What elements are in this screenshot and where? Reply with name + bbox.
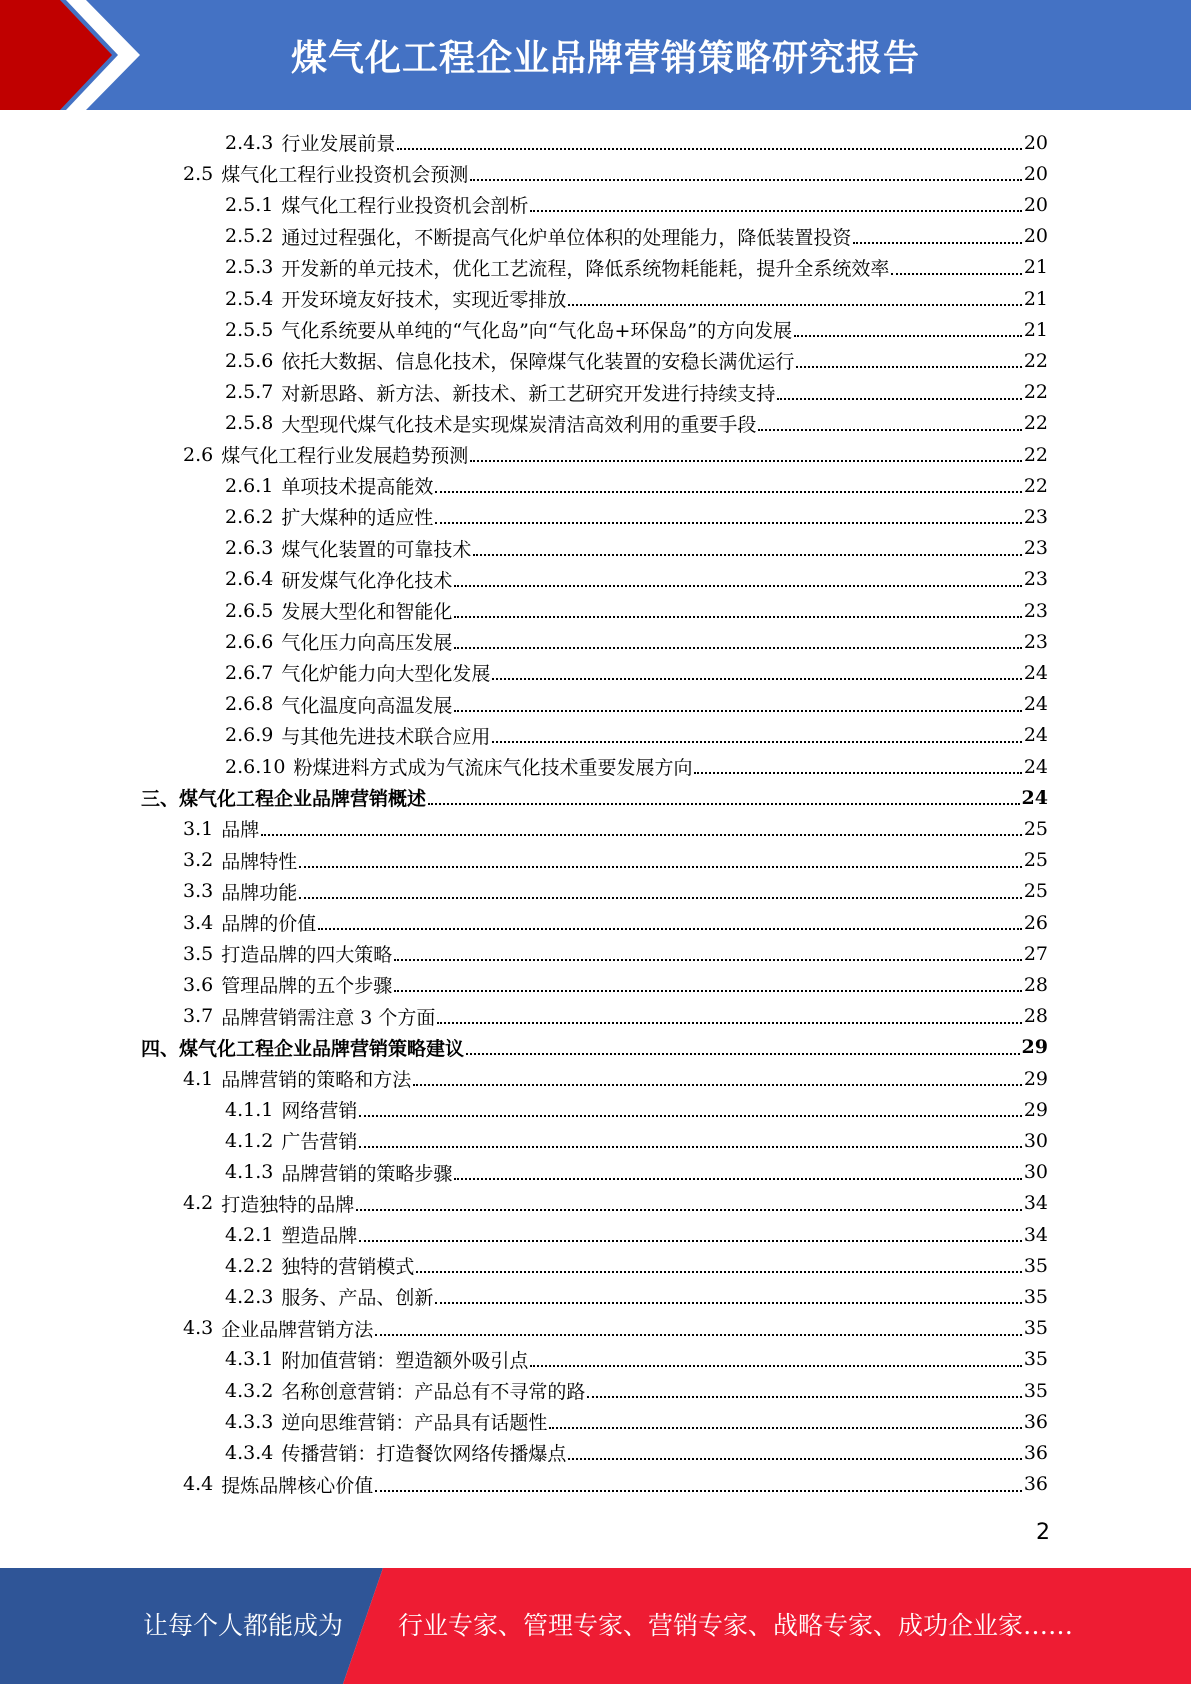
toc-entry-page: 22 (1023, 412, 1048, 435)
toc-entry-page: 23 (1023, 505, 1048, 528)
toc-entry-number: 2.6 (183, 443, 214, 466)
toc-entry-page: 36 (1023, 1441, 1048, 1464)
toc-entry[interactable] (183, 907, 1048, 938)
toc-dot-leader (359, 1146, 1021, 1148)
toc-entry-title: 独特的营销模式 (281, 1256, 415, 1279)
toc-entry-title: 名称创意营销：产品总有不寻常的路 (281, 1381, 586, 1403)
toc-entry-number: 2.6.10 (225, 755, 286, 778)
toc-entry-page: 25 (1023, 849, 1048, 872)
toc-entry-title: 服务、产品、创新 (281, 1287, 434, 1310)
toc-entry-title: 气化系统要从单纯的“气化岛”向“气化岛+环保岛”的方向发展 (281, 320, 793, 343)
toc-entry[interactable] (225, 1375, 1048, 1406)
toc-entry-page: 22 (1023, 381, 1048, 404)
toc-dot-leader (359, 1240, 1021, 1242)
red-chevron-decoration (0, 0, 160, 110)
toc-entry-page: 20 (1023, 225, 1048, 248)
toc-entry-page: 22 (1023, 349, 1048, 372)
toc-dot-leader (530, 1365, 1021, 1367)
toc-entry-title: 气化炉能力向大型化发展 (281, 663, 491, 686)
toc-dot-leader (375, 1334, 1022, 1336)
toc-entry-number: 4.2.2 (225, 1254, 274, 1277)
toc-dot-leader (394, 959, 1022, 961)
header-banner (0, 0, 1191, 110)
toc-entry[interactable] (183, 158, 1048, 189)
toc-entry-page: 24 (1021, 786, 1048, 809)
toc-entry-title: 附加值营销：塑造额外吸引点 (281, 1349, 529, 1372)
toc-entry-title: 品牌功能 (221, 881, 298, 904)
toc-entry-title: 煤气化工程行业发展趋势预测 (221, 445, 469, 467)
toc-entry[interactable] (183, 1469, 1048, 1500)
toc-entry-title: 粉煤进料方式成为气流床气化技术重要发展方向 (293, 757, 693, 779)
toc-dot-leader (777, 398, 1021, 400)
toc-dot-leader (492, 741, 1021, 743)
toc-entry-number: 2.6.1 (225, 474, 274, 497)
toc-entry-number: 4.2 (183, 1192, 214, 1215)
toc-entry-number: 4.1 (183, 1067, 214, 1090)
toc-entry[interactable] (225, 751, 1048, 782)
toc-entry-page: 27 (1023, 942, 1048, 965)
toc-entry[interactable] (225, 1094, 1048, 1125)
toc-entry-page: 29 (1023, 1098, 1048, 1121)
toc-entry-title: 企业品牌营销方法 (221, 1318, 374, 1341)
toc-entry[interactable] (225, 470, 1048, 501)
toc-entry-title: 煤气化工程行业投资机会预测 (221, 164, 469, 187)
toc-entry-title: 品牌营销需注意 3 个方面 (221, 1006, 436, 1029)
toc-dot-leader (470, 179, 1022, 181)
toc-entry[interactable] (225, 720, 1048, 751)
toc-dot-leader (356, 1209, 1022, 1211)
toc-entry-page: 28 (1023, 973, 1048, 996)
toc-dot-leader (794, 335, 1022, 337)
toc-dot-leader (454, 710, 1021, 712)
toc-entry-title: 开发新的单元技术，优化工艺流程，降低系统物耗能耗，提升全系统效率 (281, 257, 890, 280)
toc-entry-page: 21 (1023, 318, 1048, 341)
toc-dot-leader (549, 1427, 1021, 1429)
toc-dot-leader (473, 554, 1021, 556)
toc-dot-leader (375, 1490, 1022, 1492)
toc-entry-number: 3.4 (183, 911, 214, 934)
toc-entry-title: 气化温度向高温发展 (281, 694, 453, 717)
toc-entry-number: 2.6.2 (225, 505, 274, 528)
toc-entry-page: 23 (1023, 568, 1048, 591)
toc-entry-page: 24 (1023, 693, 1048, 716)
toc-entry-number: 4.1.3 (225, 1161, 274, 1184)
toc-entry-page: 35 (1023, 1348, 1048, 1371)
toc-dot-leader (454, 647, 1021, 649)
toc-entry-title: 品牌营销的策略步骤 (281, 1162, 453, 1185)
toc-entry-number: 2.6.6 (225, 630, 274, 653)
toc-entry-number: 2.5 (183, 162, 214, 185)
toc-entry[interactable] (225, 564, 1048, 595)
toc-entry-page: 20 (1023, 162, 1048, 185)
report-title: 煤气化工程企业品牌营销策略研究报告 (290, 37, 920, 79)
toc-dot-leader (261, 834, 1022, 836)
toc-dot-leader (568, 1458, 1021, 1460)
toc-entry-title: 对新思路、新方法、新技术、新工艺研究开发进行持续支持 (281, 382, 776, 405)
toc-entry-number: 2.4.3 (225, 131, 274, 154)
toc-entry-page: 29 (1021, 1036, 1048, 1059)
toc-entry[interactable] (225, 595, 1048, 626)
toc-entry-number: 4.3 (183, 1317, 214, 1340)
toc-entry-title: 单项技术提高能效 (281, 476, 434, 499)
toc-entry[interactable] (225, 1157, 1048, 1188)
toc-dot-leader (435, 1302, 1021, 1304)
toc-entry-title: 大型现代煤气化技术是实现煤炭清洁高效利用的重要手段 (281, 413, 757, 436)
toc-entry[interactable] (225, 189, 1048, 220)
toc-entry[interactable] (183, 845, 1048, 876)
toc-entry-title: 行业发展前景 (281, 133, 396, 155)
toc-entry[interactable] (183, 969, 1048, 1000)
toc-entry-title: 煤气化装置的可靠技术 (281, 538, 472, 561)
toc-entry-page: 30 (1023, 1161, 1048, 1184)
toc-entry-title: 塑造品牌 (281, 1225, 358, 1247)
toc-entry[interactable] (225, 283, 1048, 314)
toc-entry-page: 22 (1023, 443, 1048, 466)
toc-dot-leader (530, 210, 1021, 212)
toc-dot-leader (397, 148, 1021, 150)
toc-entry[interactable] (225, 1125, 1048, 1156)
toc-entry-title: 打造独特的品牌 (221, 1193, 355, 1216)
toc-entry-title: 品牌特性 (221, 850, 298, 873)
toc-entry-number: 4.3.1 (225, 1348, 274, 1371)
toc-entry-title: 依托大数据、信息化技术，保障煤气化装置的安稳长满优运行 (281, 351, 795, 374)
toc-entry-title: 管理品牌的五个步骤 (221, 975, 393, 998)
toc-entry-number: 3.1 (183, 817, 214, 840)
toc-entry-page: 23 (1023, 537, 1048, 560)
toc-entry-number: 2.6.3 (225, 537, 274, 560)
toc-entry-title: 品牌 (221, 819, 260, 842)
toc-dot-leader (428, 803, 1020, 805)
toc-entry-title: 煤气化工程企业品牌营销策略建议 (179, 1037, 465, 1060)
toc-entry-page: 36 (1023, 1473, 1048, 1496)
toc-dot-leader (587, 1396, 1021, 1398)
toc-entry[interactable] (183, 1001, 1048, 1032)
toc-entry-number: 3.5 (183, 942, 214, 965)
toc-entry-number: 4.3.3 (225, 1410, 274, 1433)
toc-entry-page: 22 (1023, 474, 1048, 497)
toc-dot-leader (758, 429, 1021, 431)
toc-entry[interactable] (183, 1188, 1048, 1219)
toc-entry-title: 扩大煤种的适应性 (281, 507, 434, 530)
toc-entry[interactable] (183, 1063, 1048, 1094)
toc-entry-page: 21 (1023, 287, 1048, 310)
toc-dot-leader (435, 522, 1021, 524)
toc-dot-leader (454, 1178, 1021, 1180)
toc-entry-number: 3.2 (183, 849, 214, 872)
toc-entry-page: 35 (1023, 1285, 1048, 1308)
toc-entry-page: 24 (1023, 755, 1048, 778)
toc-entry-number: 2.5.5 (225, 318, 274, 341)
toc-entry[interactable] (183, 876, 1048, 907)
toc-entry-title: 打造品牌的四大策略 (221, 944, 393, 967)
toc-entry-page: 21 (1023, 256, 1048, 279)
footer-slogan-right: 行业专家、管理专家、营销专家、战略专家、成功企业家…… (398, 1611, 1074, 1640)
toc-entry-number: 4.2.1 (225, 1223, 274, 1246)
toc-entry[interactable] (225, 1219, 1048, 1250)
toc-entry-number: 3.3 (183, 880, 214, 903)
toc-dot-leader (413, 1084, 1022, 1086)
toc-entry-title: 网络营销 (281, 1100, 358, 1123)
toc-dot-leader (454, 585, 1021, 587)
toc-entry[interactable] (225, 1406, 1048, 1437)
toc-dot-leader (394, 990, 1022, 992)
toc-entry-number: 3.6 (183, 973, 214, 996)
toc-entry-title: 发展大型化和智能化 (281, 601, 453, 623)
toc-entry-page: 34 (1023, 1192, 1048, 1215)
toc-entry-title: 气化压力向高压发展 (281, 632, 453, 655)
toc-entry-page: 20 (1023, 131, 1048, 154)
toc-entry[interactable] (225, 1281, 1048, 1312)
toc-entry-number: 2.5.1 (225, 193, 274, 216)
toc-entry-title: 广告营销 (281, 1131, 358, 1154)
footer-slogan-left: 让每个人都能成为 (143, 1611, 344, 1640)
toc-dot-leader (437, 1022, 1021, 1024)
toc-dot-leader (891, 273, 1021, 275)
toc-entry[interactable] (225, 345, 1048, 376)
toc-entry[interactable] (225, 127, 1048, 158)
toc-entry-number: 2.5.8 (225, 412, 274, 435)
toc-dot-leader (359, 1115, 1021, 1117)
toc-entry[interactable] (225, 221, 1048, 252)
toc-entry[interactable] (225, 1437, 1048, 1468)
toc-entry[interactable] (225, 657, 1048, 688)
toc-dot-leader (853, 242, 1021, 244)
toc-entry-page: 29 (1023, 1067, 1048, 1090)
toc-dot-leader (318, 928, 1022, 930)
toc-entry-number: 4.1.1 (225, 1098, 274, 1121)
toc-entry-number: 2.6.5 (225, 599, 274, 622)
toc-dot-leader (568, 304, 1021, 306)
toc-entry-page: 24 (1023, 724, 1048, 747)
toc-entry-page: 25 (1023, 880, 1048, 903)
toc-entry[interactable] (225, 533, 1048, 564)
toc-entry-title: 煤气化工程企业品牌营销概述 (179, 788, 427, 811)
footer-banner (0, 1568, 1191, 1684)
toc-entry-page: 20 (1023, 193, 1048, 216)
toc-dot-leader (299, 866, 1022, 868)
toc-entry[interactable] (225, 626, 1048, 657)
toc-entry-title: 煤气化工程行业投资机会剖析 (281, 195, 529, 218)
toc-entry[interactable] (225, 1250, 1048, 1281)
page-number: 2 (1036, 1520, 1050, 1545)
toc-entry-number: 4.1.2 (225, 1129, 274, 1152)
toc-dot-leader (470, 460, 1022, 462)
toc-entry-number: 2.5.6 (225, 349, 274, 372)
toc-entry-page: 35 (1023, 1254, 1048, 1277)
toc-entry-number: 三、 (141, 788, 180, 811)
toc-entry-page: 26 (1023, 911, 1048, 934)
toc-entry-title: 开发环境友好技术，实现近零排放 (281, 289, 567, 311)
toc-entry-page: 23 (1023, 599, 1048, 622)
toc-entry[interactable] (141, 782, 1048, 813)
toc-entry[interactable] (225, 1344, 1048, 1375)
toc-entry-number: 2.5.7 (225, 381, 274, 404)
toc-entry-number: 2.5.3 (225, 256, 274, 279)
toc-entry-title: 品牌的价值 (221, 913, 317, 935)
toc-entry[interactable] (225, 689, 1048, 720)
toc-entry-page: 23 (1023, 630, 1048, 653)
toc-entry[interactable] (183, 938, 1048, 969)
toc-dot-leader (796, 366, 1021, 368)
toc-dot-leader (466, 1053, 1020, 1055)
toc-entry-title: 通过过程强化，不断提高气化炉单位体积的处理能力，降低装置投资 (281, 226, 852, 249)
toc-entry-page: 30 (1023, 1129, 1048, 1152)
toc-entry-title: 研发煤气化净化技术 (281, 569, 453, 592)
toc-entry-title: 品牌营销的策略和方法 (221, 1069, 412, 1091)
toc-entry-number: 2.5.2 (225, 225, 274, 248)
toc-dot-leader (299, 897, 1022, 899)
toc-entry-page: 28 (1023, 1005, 1048, 1028)
toc-entry[interactable] (183, 1313, 1048, 1344)
toc-entry-number: 3.7 (183, 1005, 214, 1028)
toc-dot-leader (492, 678, 1021, 680)
toc-entry-number: 2.6.9 (225, 724, 274, 747)
toc-entry-page: 25 (1023, 817, 1048, 840)
toc-entry-page: 24 (1023, 661, 1048, 684)
toc-entry-page: 34 (1023, 1223, 1048, 1246)
toc-entry-title: 提炼品牌核心价值 (221, 1474, 374, 1497)
toc-entry[interactable] (225, 408, 1048, 439)
toc-entry-number: 2.6.4 (225, 568, 274, 591)
toc-entry-page: 35 (1023, 1379, 1048, 1402)
toc-dot-leader (694, 772, 1021, 774)
toc-entry-title: 与其他先进技术联合应用 (281, 725, 491, 748)
toc-dot-leader (435, 491, 1021, 493)
toc-entry[interactable] (183, 439, 1048, 470)
toc-entry-title: 传播营销：打造餐饮网络传播爆点 (281, 1443, 567, 1466)
toc-entry[interactable] (225, 252, 1048, 283)
toc-entry-number: 2.5.4 (225, 287, 274, 310)
toc-entry-number: 四、 (141, 1037, 180, 1060)
toc-entry[interactable] (225, 501, 1048, 532)
toc-entry[interactable] (225, 314, 1048, 345)
toc-entry-page: 35 (1023, 1317, 1048, 1340)
toc-entry-number: 2.6.7 (225, 661, 274, 684)
toc-entry-number: 4.3.4 (225, 1441, 274, 1464)
toc-entry[interactable] (141, 1032, 1048, 1063)
toc-dot-leader (416, 1271, 1021, 1273)
toc-entry-number: 4.4 (183, 1473, 214, 1496)
toc-entry-number: 2.6.8 (225, 693, 274, 716)
toc-entry-number: 4.2.3 (225, 1285, 274, 1308)
toc-entry[interactable] (225, 377, 1048, 408)
toc-entry-page: 36 (1023, 1410, 1048, 1433)
toc-entry[interactable] (183, 813, 1048, 844)
toc-entry-title: 逆向思维营销：产品具有话题性 (281, 1412, 548, 1435)
toc-entry-number: 4.3.2 (225, 1379, 274, 1402)
toc-dot-leader (454, 616, 1021, 618)
